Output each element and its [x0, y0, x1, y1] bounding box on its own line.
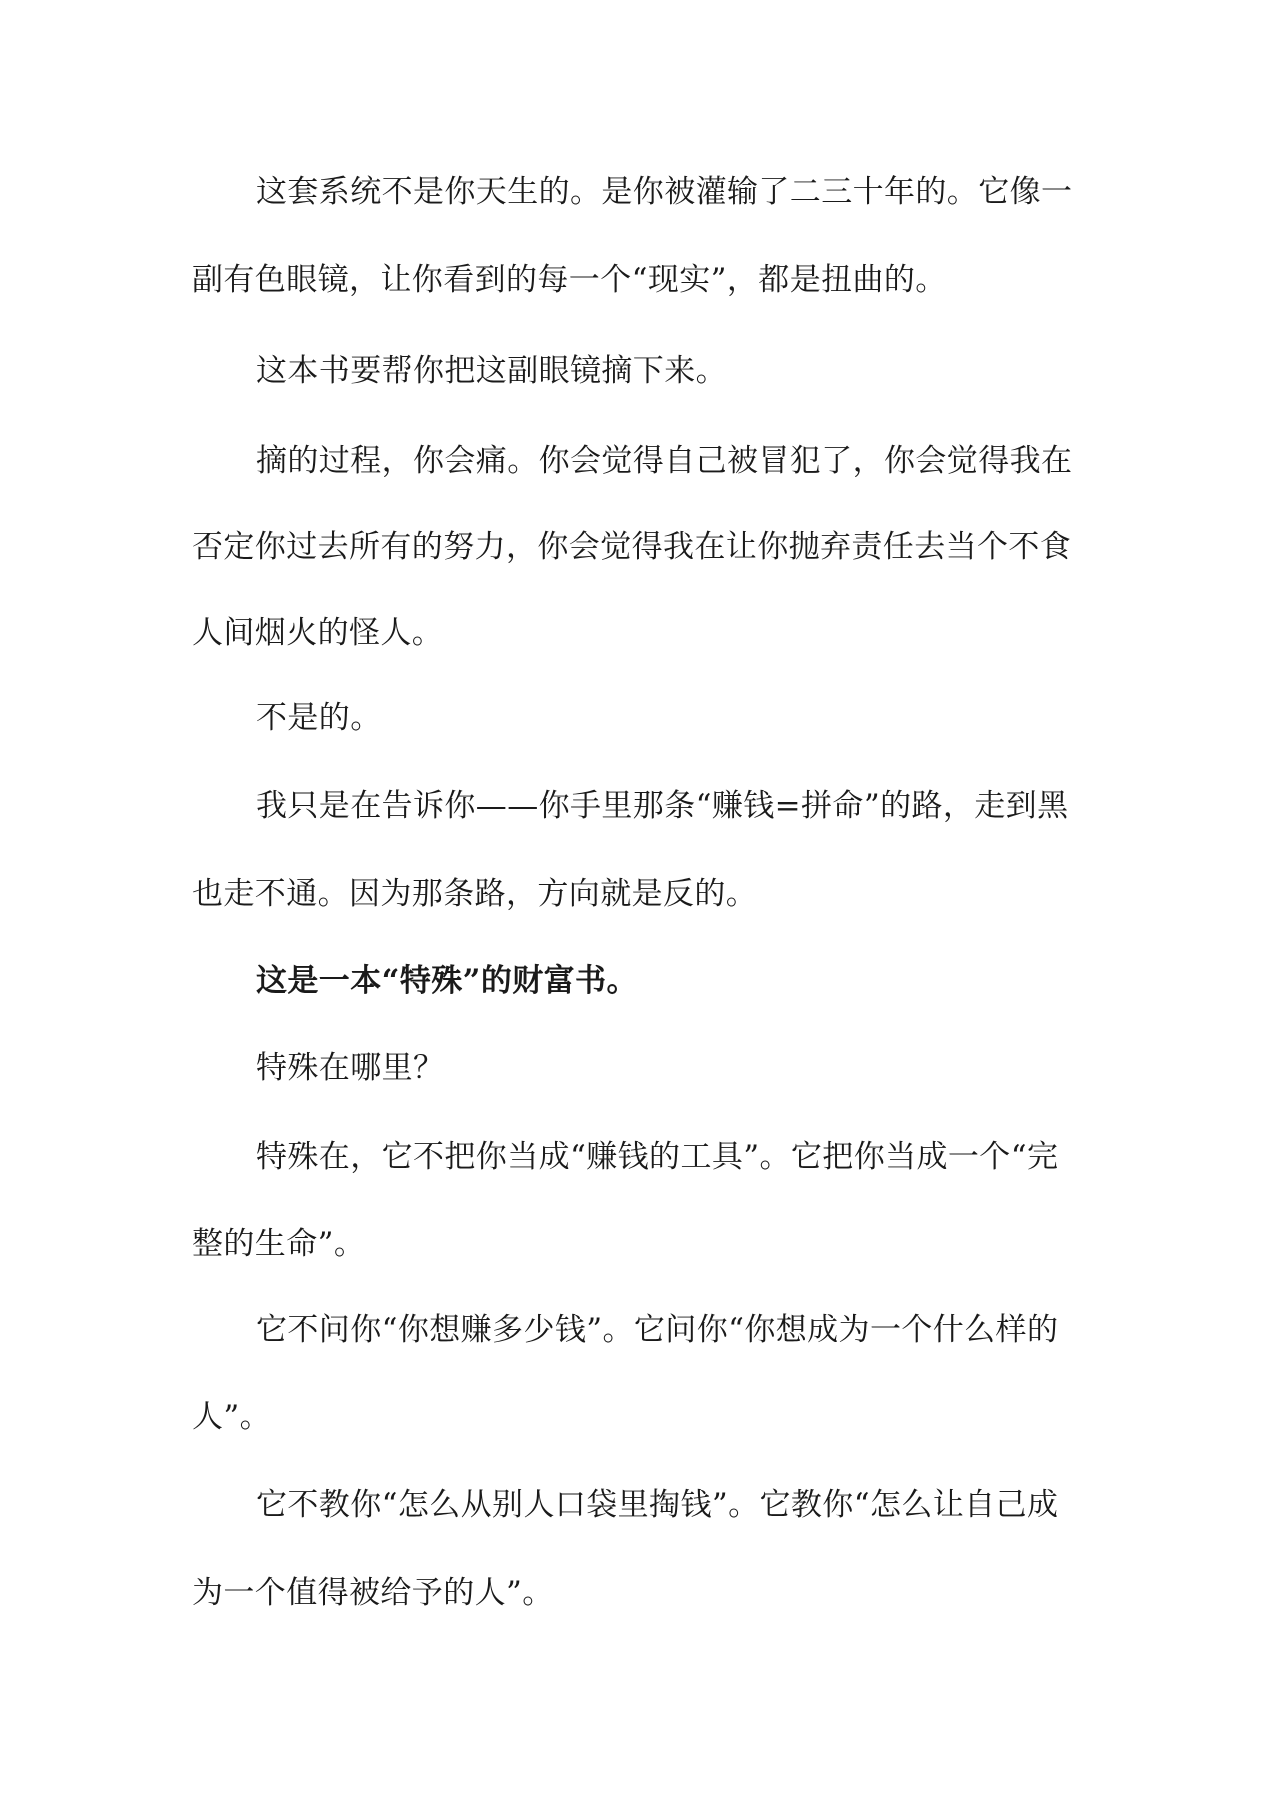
text-line: 这套系统不是你天生的。是你被灌输了二三十年的。它像一: [256, 174, 1073, 210]
text-line: 为一个值得被给予的人”。: [192, 1575, 554, 1611]
text-line: 否定你过去所有的努力，你会觉得我在让你抛弃责任去当个不食: [192, 529, 1072, 565]
text-line: 这本书要帮你把这副眼镜摘下来。: [256, 353, 727, 389]
text-line: 它不问你“你想赚多少钱”。它问你“你想成为一个什么样的: [256, 1312, 1059, 1348]
text-line: 摘的过程，你会痛。你会觉得自己被冒犯了，你会觉得我在: [256, 443, 1073, 479]
section-heading: 这是一本“特殊”的财富书。: [256, 963, 638, 999]
text-line: 人间烟火的怪人。: [192, 615, 444, 651]
text-line: 整的生命”。: [192, 1226, 366, 1262]
text-line: 不是的。: [256, 700, 382, 736]
text-line: 副有色眼镜，让你看到的每一个“现实”，都是扭曲的。: [192, 262, 947, 298]
text-line: 人”。: [192, 1399, 272, 1435]
text-line: 也走不通。因为那条路，方向就是反的。: [192, 876, 758, 912]
text-line: 我只是在告诉你——你手里那条“赚钱=拼命”的路，走到黑: [256, 788, 1069, 824]
text-line: 它不教你“怎么从别人口袋里掏钱”。它教你“怎么让自己成: [256, 1487, 1059, 1523]
text-line: 特殊在哪里？: [256, 1050, 445, 1086]
text-line: 特殊在，它不把你当成“赚钱的工具”。它把你当成一个“完: [256, 1139, 1059, 1175]
